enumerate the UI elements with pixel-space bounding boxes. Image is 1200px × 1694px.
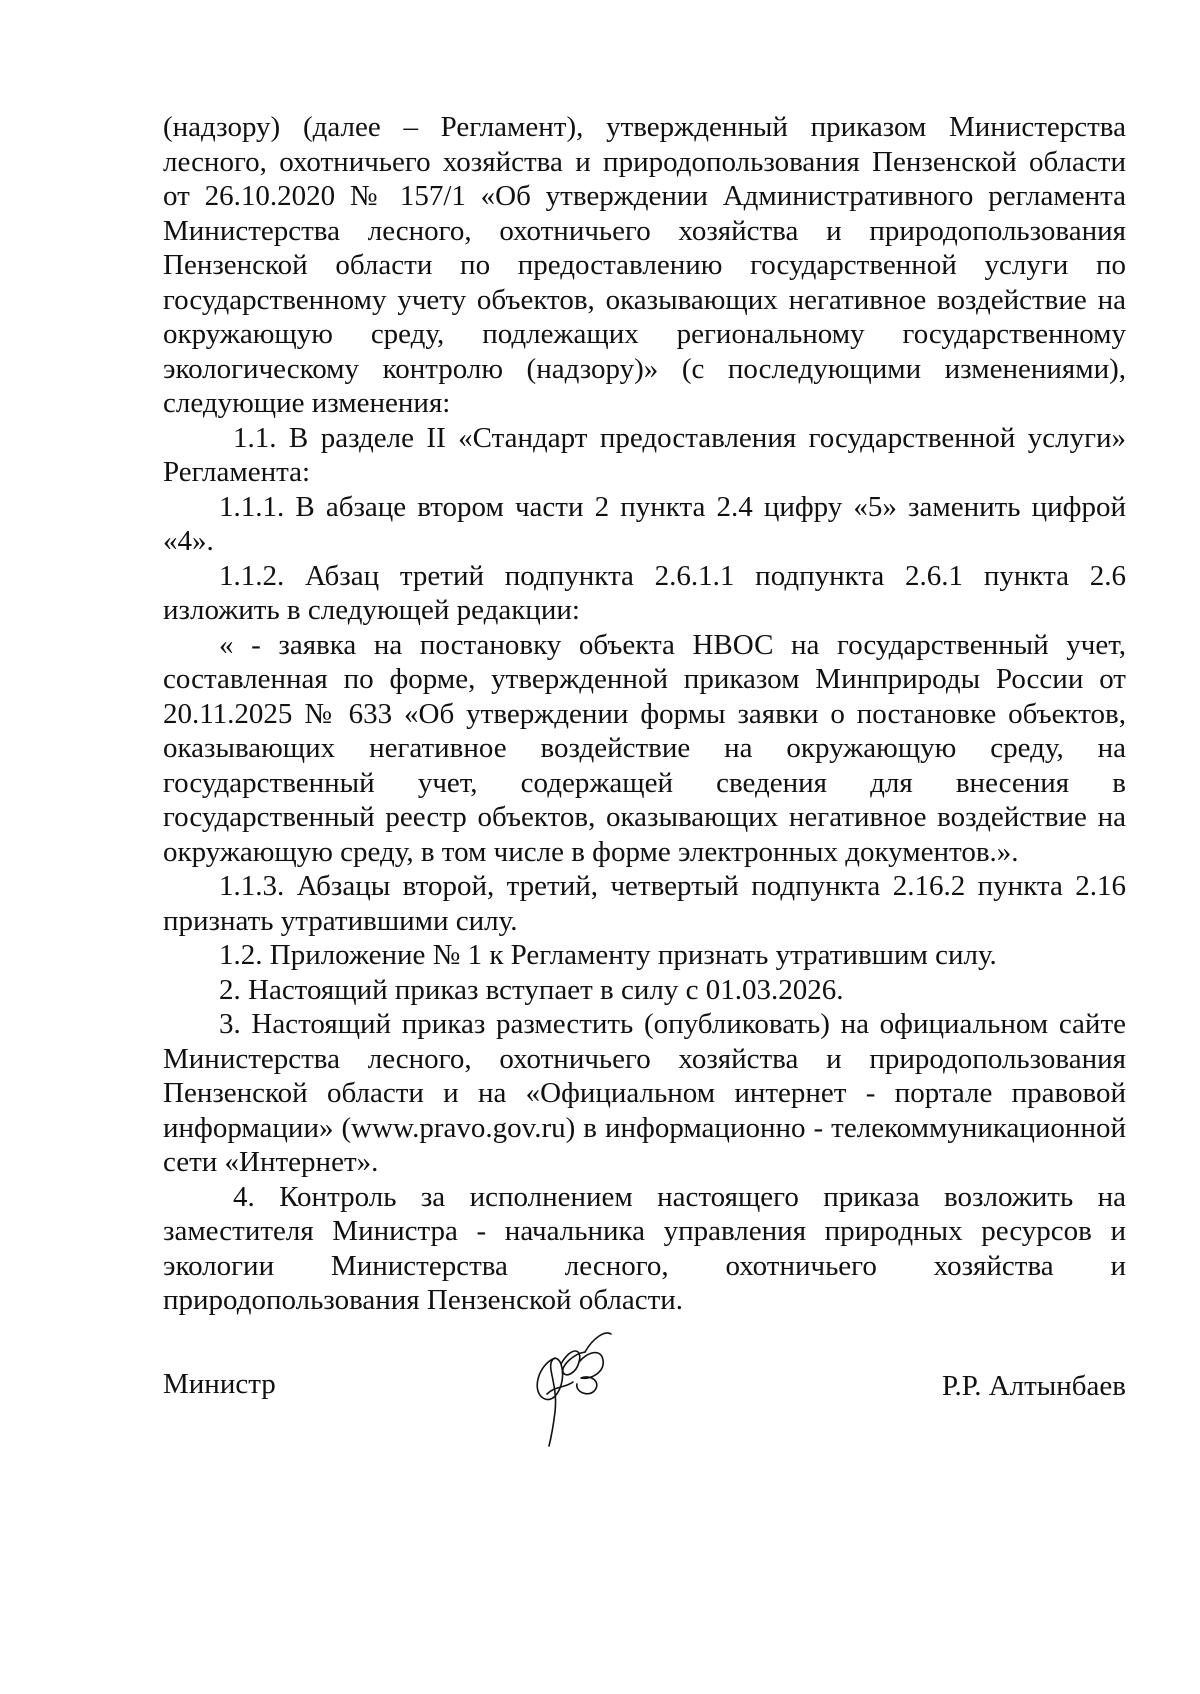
paragraph-4-control: 4. Контроль за исполнением настоящего приказа возложить на заместителя Министра - начальника управления природных ресурсов и экологии Министерства лесного, охотничьего хозяйства и природопользования Пензенской области. xyxy=(163,1180,1126,1316)
paragraph-2-effective-date: 2. Настоящий приказ вступает в силу с 01.03.2026. xyxy=(219,973,844,1006)
paragraph-1-1: 1.1. В разделе II «Стандарт предоставления государственной услуги» Регламента: xyxy=(163,421,1126,488)
paragraph-1-1-3: 1.1.3. Абзацы второй, третий, четвертый подпункта 2.16.2 пункта 2.16 признать утратившими силу. xyxy=(163,870,1126,937)
paragraph-1-2: 1.2. Приложение № 1 к Регламенту признать утратившим силу. xyxy=(219,939,997,971)
signatory-name: Р.Р. Алтынбаев xyxy=(941,1370,1126,1402)
paragraph-3-publication: 3. Настоящий приказ разместить (опубликовать) на официальном сайте Министерства лесного, охотничьего хозяйства и природопользования Пензенской области и на «Официальном интернет - портале правовой информации» (www.pravo.gov.ru) в информационно - телекоммуникационной сети «Интернет». xyxy=(163,1008,1126,1178)
paragraph-1-1-2: 1.1.2. Абзац третий подпункта 2.6.1.1 подпункта 2.6.1 пункта 2.6 изложить в следующей редакции: xyxy=(163,559,1126,626)
handwritten-signature xyxy=(521,1324,617,1450)
signatory-title: Министр xyxy=(163,1368,276,1400)
paragraph-quoted-application: « - заявка на постановку объекта НВОС на государственный учет, составленная по форме, утвержденной приказом Минприроды России от 20.11.2025 № 633 «Об утверждении формы заявки о постановке объектов, оказывающих негативное воздействие на окружающую среду, на государственный учет, содержащей сведения для внесения в государственный реестр объектов, оказывающих негативное воздействие на окружающую среду, в том числе в форме электронных документов.». xyxy=(163,628,1126,868)
paragraph-regulation-intro: (надзору) (далее – Регламент), утвержденный приказом Министерства лесного, охотничьего хозяйства и природопользования Пензенской области от 26.10.2020 № 157/1 «Об утверждении Административного регламента Министерства лесного, охотничьего хозяйства и природопользования Пензенской области по предоставлению государственной услуги по государственному учету объектов, оказывающих негативное воздействие на окружающую среду, подлежащих региональному государственному экологическому контролю (надзору)» (с последующими изменениями), следующие изменения: xyxy=(163,111,1126,419)
paragraph-1-1-1: 1.1.1. В абзаце втором части 2 пункта 2.4 цифру «5» заменить цифрой «4». xyxy=(163,490,1126,557)
signature-block xyxy=(163,1336,1126,1436)
document-body xyxy=(163,110,1126,1318)
